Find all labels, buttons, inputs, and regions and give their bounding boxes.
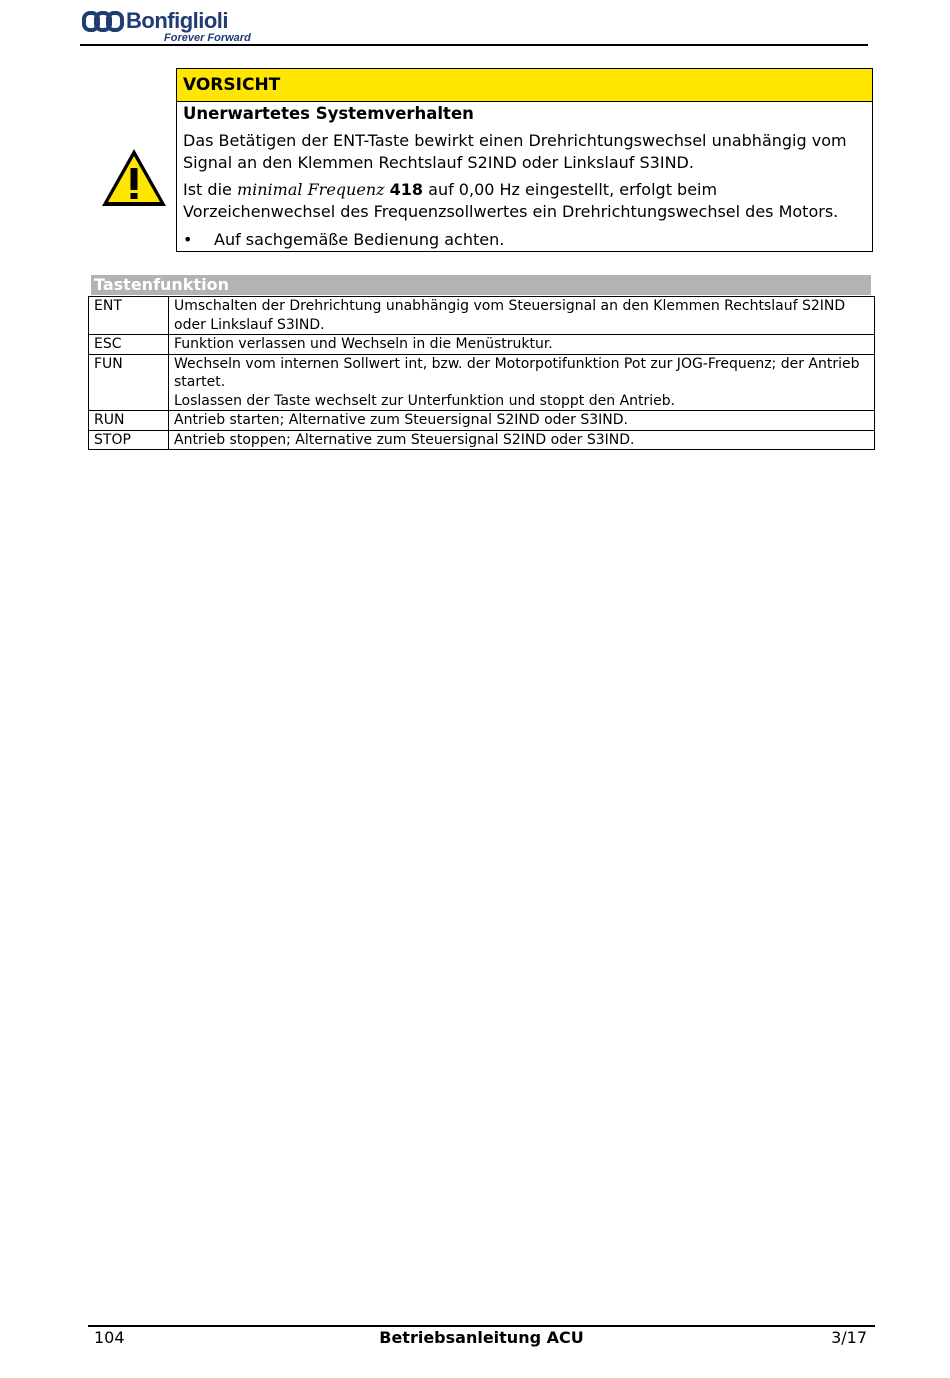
- description-line: Loslassen der Taste wechselt zur Unterfunktion und stoppt den Antrieb.: [174, 392, 676, 409]
- table-row: [89, 335, 875, 355]
- description-line: Wechseln vom internen Sollwert int, bzw. der Motorpotifunktion Pot zur JOG-Frequenz; der Antrieb startet.: [174, 355, 860, 390]
- description-cell: [169, 335, 875, 355]
- page-header: [80, 6, 870, 48]
- key-cell: STOP: [89, 430, 169, 450]
- key-function-table: [88, 296, 875, 450]
- company-logo: [82, 6, 252, 46]
- caution-bullet: [183, 229, 866, 251]
- document-title: Betriebsanleitung ACU: [379, 1328, 584, 1347]
- caution-paragraph-2-suffix: auf 0,00 Hz eingestellt, erfolgt beim Vorzeichenwechsel des Frequenzsollwertes ein Drehrichtungswechsel des Motors.: [183, 180, 839, 221]
- description-line: Antrieb starten; Alternative zum Steuersignal S2IND oder S3IND.: [174, 412, 628, 428]
- parameter-number: 418: [389, 180, 424, 199]
- table-row: [89, 430, 875, 450]
- description-line: Antrieb stoppen; Alternative zum Steuersignal S2IND oder S3IND.: [174, 431, 635, 448]
- footer-rule: [88, 1325, 875, 1327]
- table-row: [89, 297, 875, 335]
- caution-subtitle: Unerwartetes Systemverhalten: [183, 104, 474, 123]
- caution-bullet-text: Auf sachgemäße Bedienung achten.: [214, 230, 505, 249]
- bullet-dot: •: [183, 230, 193, 249]
- page-number: 104: [94, 1328, 125, 1347]
- caution-paragraph-2: [183, 179, 866, 223]
- description-cell: [169, 354, 875, 411]
- parameter-name: minimal Frequenz: [236, 180, 385, 199]
- page-footer: [88, 1328, 875, 1350]
- logo-name: Bonfiglioli: [126, 8, 229, 33]
- revision: 3/17: [831, 1328, 867, 1347]
- table-title: Tastenfunktion: [91, 275, 871, 295]
- table-row: [89, 411, 875, 431]
- description-line: Funktion verlassen und Wechseln in die Menüstruktur.: [174, 336, 553, 352]
- key-cell: FUN: [89, 354, 169, 411]
- caution-box: [176, 68, 873, 252]
- warning-triangle-icon: [100, 147, 168, 209]
- key-cell: ESC: [89, 335, 169, 355]
- description-cell: [169, 430, 875, 450]
- description-cell: [169, 411, 875, 431]
- key-cell: RUN: [89, 411, 169, 431]
- bonfiglioli-logo-icon: [82, 10, 126, 34]
- logo-tagline: Forever Forward: [164, 32, 251, 44]
- key-cell: ENT: [89, 297, 169, 335]
- description-cell: [169, 297, 875, 335]
- caution-title: VORSICHT: [177, 69, 872, 102]
- table-row: [89, 354, 875, 411]
- caution-paragraph-1: Das Betätigen der ENT-Taste bewirkt einen Drehrichtungswechsel unabhängig vom Signal an den Klemmen Rechtslauf S2IND oder Linkslauf S3IND.: [183, 131, 847, 172]
- header-rule: [80, 44, 868, 46]
- description-line: Umschalten der Drehrichtung unabhängig vom Steuersignal an den Klemmen Rechtslauf S2IND oder Linkslauf S3IND.: [174, 298, 846, 333]
- caution-paragraph-2-prefix: Ist die: [183, 180, 237, 199]
